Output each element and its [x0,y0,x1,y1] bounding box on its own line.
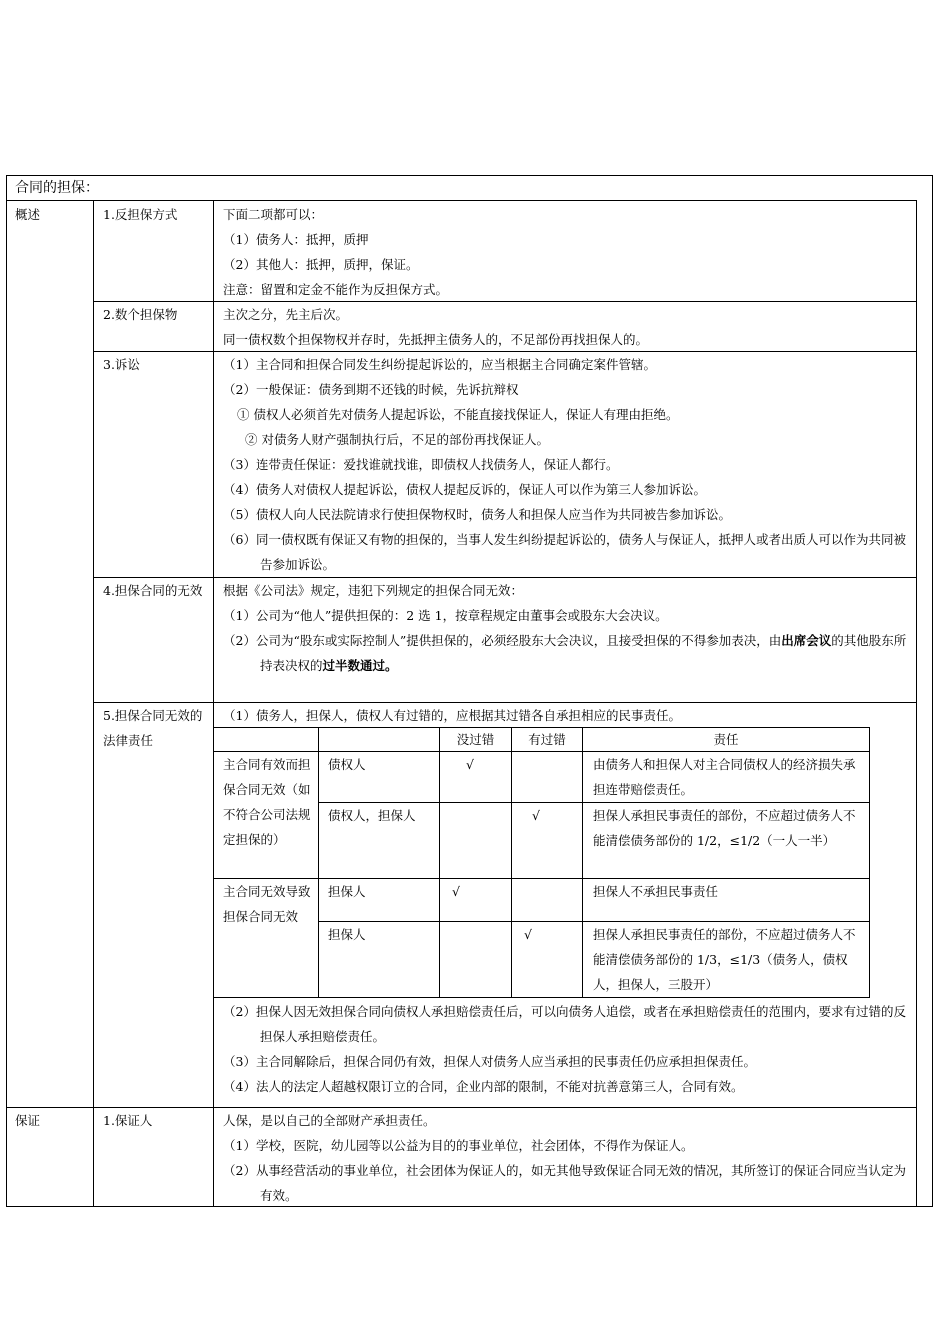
text-line: ① 债权人必须首先对债务人提起诉讼，不能直接找保证人，保证人有理由拒绝。 [237,407,679,422]
item-content-invalid-contract [223,578,913,678]
cell-party: 债权人 [328,757,366,772]
text-line: （5）债权人向人民法院请求行使担保物权时，债务人和担保人应当作为共同被告参加诉讼。 [223,507,731,522]
item-intro-invalid-liability [223,703,913,728]
text-line: 根据《公司法》规定，违犯下列规定的担保合同无效： [223,583,524,598]
text-line: （2）从事经营活动的事业单位，社会团体为保证人的，如无其他导致保证合同无效的情况，其所签订的保证合同应当认定为有效。 [223,1163,906,1203]
text-line: （3）连带责任保证：爱找谁就找谁，即债权人找债务人，保证人都行。 [223,457,619,472]
item-after-invalid-liability [223,999,913,1099]
header-fault: 有过错 [528,732,566,747]
text-run: 的其他股东所持表决权的 [260,633,907,673]
guarantee-notes-table [6,175,933,1207]
cell-no-fault: √ [452,884,460,899]
grid-line [511,727,512,998]
item-label-invalid-liability: 5.担保合同无效的法律责任 [103,708,203,748]
text-line: 同一债权数个担保物权并存时，先抵押主债务人的，不足部份再找担保人的。 [223,332,649,347]
cell-no-fault: √ [466,757,474,772]
text-line: （1）债务人：抵押，质押 [223,232,369,247]
text-line: ② 对债务人财产强制执行后，不足的部份再找保证人。 [245,432,549,447]
liability-table [214,727,870,998]
cell-liability: 由债务人和担保人对主合同债权人的经济损失承担连带赔偿责任。 [593,757,856,797]
grid-line [318,727,319,998]
grid-line [439,727,440,998]
cell-party: 担保人 [328,927,366,942]
text-line [223,628,913,678]
cell-party: 债权人，担保人 [328,808,416,823]
item-label-multiple-collateral: 2.数个担保物 [103,307,178,322]
text-line: 注意：留置和定金不能作为反担保方式。 [223,282,449,297]
cell-liability: 担保人不承担民事责任 [593,884,719,899]
section-guarantee: 保证 [15,1113,41,1128]
text-line: 主次之分，先主后次。 [223,307,349,322]
cell-liability: 担保人承担民事责任的部份，不应超过债务人不能清偿债务部份的 1/2，≤1/2（一人一半） [593,808,856,848]
group-label-main-valid: 主合同有效而担保合同无效（如不符合公司法规定担保的） [223,757,311,847]
item-label-counter-guarantee: 1.反担保方式 [103,207,178,222]
item-content-guarantor [223,1108,913,1208]
item-label-guarantor: 1.保证人 [103,1113,153,1128]
cell-fault: √ [524,927,532,942]
text-run-bold: 过半数通过。 [322,658,398,673]
text-line: （3）主合同解除后，担保合同仍有效，担保人对债务人应当承担的民事责任仍应承担担保责任。 [223,1054,756,1069]
grid-line [214,997,870,998]
text-line: （1）债务人，担保人，债权人有过错的，应根据其过错各自承担相应的民事责任。 [223,708,681,723]
text-line: （4）债务人对债权人提起诉讼，债权人提起反诉的，保证人可以作为第三人参加诉讼。 [223,482,706,497]
grid-line [582,727,583,998]
text-line: （2）其他人：抵押，质押，保证。 [223,257,419,272]
text-run-bold: 出席会议 [781,633,832,648]
item-label-invalid-contract: 4.担保合同的无效 [103,583,203,598]
cell-fault: √ [532,808,540,823]
item-content-litigation [223,352,913,577]
item-content-counter-guarantee [223,202,913,302]
text-line: （1）公司为“他人”提供担保的：2 选 1，按章程规定由董事会或股东大会决议。 [223,608,668,623]
table-title: 合同的担保： [15,180,99,196]
item-label-litigation: 3.诉讼 [103,357,140,372]
grid-line [869,727,870,998]
cell-party: 担保人 [328,884,366,899]
text-line: 人保，是以自己的全部财产承担责任。 [223,1113,436,1128]
text-run: （2）公司为“股东或实际控制人”提供担保的，必须经股东大会决议，且接受担保的不得参加表决，由 [223,633,782,648]
header-no-fault: 没过错 [456,732,495,747]
section-overview: 概述 [15,207,41,222]
header-liability: 责任 [713,732,739,747]
text-line: （2）担保人因无效担保合同向债权人承担赔偿责任后，可以向债务人追偿，或者在承担赔偿责任的范围内，要求有过错的反担保人承担赔偿责任。 [223,1004,906,1044]
text-line: （1）学校，医院，幼儿园等以公益为目的的事业单位，社会团体，不得作为保证人。 [223,1138,694,1153]
text-line: （2）一般保证：债务到期不还钱的时候，先诉抗辩权 [223,382,519,397]
item-content-multiple-collateral [223,302,913,352]
grid-line [7,200,917,201]
group-label-main-invalid: 主合同无效导致担保合同无效 [223,884,311,924]
cell-liability: 担保人承担民事责任的部份，不应超过债务人不能清偿债务部份的 1/3，≤1/3（债务人，债权人，担保人，三股开） [593,927,856,992]
text-line: （4）法人的法定人超越权限订立的合同，企业内部的限制，不能对抗善意第三人，合同有效。 [223,1079,744,1094]
text-line: 下面二项都可以： [223,207,324,222]
text-line: （6）同一债权既有保证又有物的担保的，当事人发生纠纷提起诉讼的，债务人与保证人，抵押人或者出质人可以作为共同被告参加诉讼。 [223,532,906,572]
text-line: （1）主合同和担保合同发生纠纷提起诉讼的，应当根据主合同确定案件管辖。 [223,357,656,372]
